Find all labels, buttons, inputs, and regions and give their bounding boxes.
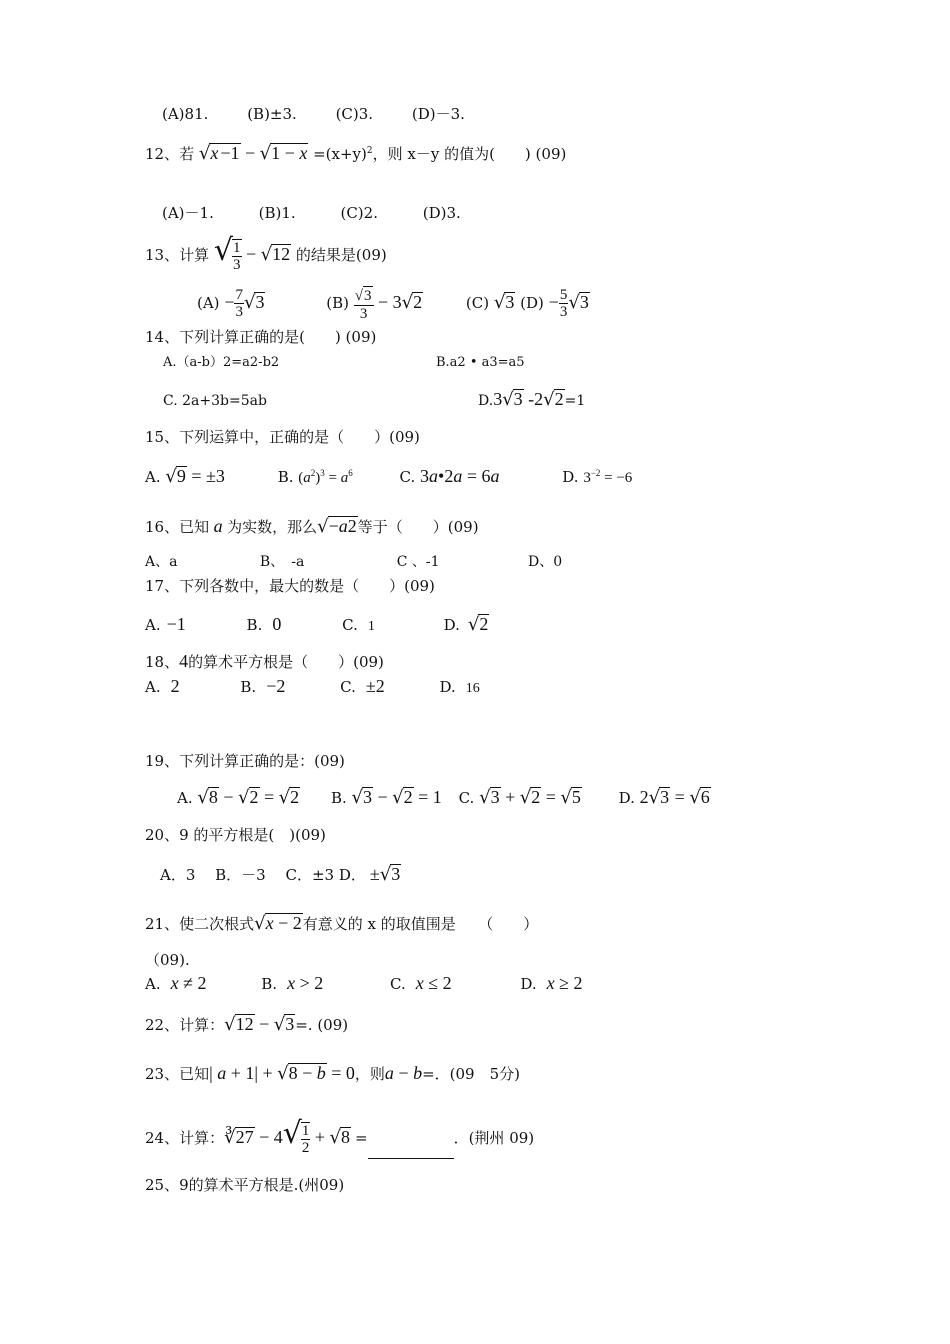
q17-options: [145, 614, 489, 637]
expr-sqrt12-minus-sqrt3: √12 − √3: [224, 1014, 295, 1035]
option-b: B.: [240, 678, 257, 696]
option-b-expr: √3 − √2 = 1: [351, 787, 442, 808]
option-c: C.: [399, 468, 416, 486]
stem-tail: 有意义的 x 的取值围是 （ ）: [302, 915, 539, 933]
option-b: (B)1.: [258, 204, 296, 222]
q12-options: [162, 203, 461, 223]
question-12: [145, 141, 566, 164]
stem-value: 4: [179, 651, 189, 671]
stem-mid: 为实数，那么: [227, 518, 318, 536]
option-c: (C)3.: [335, 105, 374, 123]
question-tail: ，则 x－y 的值为( ) (09): [372, 145, 567, 163]
option-a: (A)－1.: [162, 204, 214, 222]
var-a: a: [209, 516, 228, 536]
question-number: 12、若: [145, 145, 195, 163]
option-a: (A)81.: [162, 105, 209, 123]
option-d-value: √2: [467, 614, 489, 635]
option-d-expr: $3^{-2} = -6$: [583, 468, 633, 486]
option-d: D、0: [528, 554, 563, 570]
stem-pre: 18、: [145, 653, 180, 671]
question-25: 25、9的算术平方根是.(州09): [145, 1176, 345, 1194]
question-15-stem: 15、下列运算中，正确的是（ ）(09): [145, 428, 420, 446]
option-d-expr: x ≥ 2: [546, 973, 583, 993]
expr-sqrt-frac: √ $\frac{1}{3}$ − √12: [213, 233, 291, 273]
q16-options: [145, 552, 562, 572]
option-a: A.: [177, 789, 193, 807]
option-d: D.: [443, 616, 460, 634]
q14-option-a: A.（a-b）2=a2-b2: [163, 355, 280, 370]
option-c: (C): [465, 294, 490, 312]
option-c: (C)2.: [340, 204, 378, 222]
option-a: A.: [145, 975, 161, 993]
stem-mid: ，则: [354, 1065, 385, 1083]
option-c-expr: √3 + √2 = √5: [479, 787, 581, 808]
option-a-expr: √9 = ±3: [165, 466, 225, 487]
option-d-value: 16: [465, 681, 480, 696]
stem-pre: 24、计算：: [145, 1129, 225, 1147]
option-b: B.: [277, 468, 294, 486]
stem-pre: 16、已知: [145, 518, 210, 536]
option-d: D.: [618, 789, 635, 807]
option-d: (D)3.: [422, 204, 461, 222]
option-label: D.: [478, 393, 494, 409]
option-b-value: 0: [272, 614, 282, 634]
stem-pre: 22、计算：: [145, 1016, 225, 1034]
option-d: (D): [520, 294, 544, 312]
answer-blank: [368, 1144, 454, 1159]
option-a-expr: − $\frac{7}{3}$ √3: [224, 287, 265, 321]
expr-sqrt-diff: √x −1 − √1 − x: [198, 143, 308, 164]
q15-options: [145, 463, 632, 488]
option-c: C.: [458, 789, 475, 807]
expr-sqrt-neg-a2: √−a2: [317, 516, 357, 537]
option-c-expr: √3: [493, 292, 515, 313]
option-a-expr: x ≠ 2: [170, 973, 207, 993]
question-18: [145, 651, 384, 672]
q14-option-c: C. 2a+3b=5ab: [163, 393, 267, 409]
option-c-value: 1: [367, 619, 375, 634]
expr-a-minus-b: a − b: [384, 1063, 423, 1083]
stem-tail: 等于（ ）(09): [357, 518, 479, 536]
option-b-expr: $(a^2)^3 = a^6$: [298, 468, 353, 486]
option-c: C.: [342, 616, 358, 634]
option-b: B.: [261, 975, 278, 993]
q21-options: [145, 973, 583, 994]
option-c-value: ±2: [365, 676, 385, 696]
option-b-expr: x > 2: [287, 973, 324, 993]
question-tail: 的结果是(09): [295, 246, 387, 264]
q13-options: [197, 284, 590, 322]
option-d: D.: [562, 468, 579, 486]
option-b-value: −2: [266, 676, 286, 696]
option-a-value: 2: [170, 676, 180, 696]
option-d: (D)－3.: [411, 105, 465, 123]
expr-sqrt-x-2: √x − 2: [254, 913, 302, 934]
q19-options: [177, 787, 711, 808]
option-d-expr: ±√3: [369, 864, 401, 885]
question-14-stem: 14、下列计算正确的是( ) (09): [145, 328, 377, 346]
q18-options: [145, 676, 480, 699]
option-a-value: −1: [166, 614, 186, 634]
q21-line2: （09).: [145, 951, 190, 969]
option-a: (A): [197, 294, 220, 312]
question-23: [145, 1063, 520, 1084]
option-d-expr: 2√3 = √6: [639, 787, 710, 808]
stem-tail: 的算术平方根是（ ）(09): [188, 653, 384, 671]
option-b: B.: [330, 789, 347, 807]
option-c-expr: 3a•2a = 6a: [420, 466, 500, 486]
stem-pre: 23、已知: [145, 1065, 210, 1083]
option-b: B.: [246, 616, 263, 634]
stem-tail: =. (09): [295, 1016, 349, 1034]
option-a: A.: [145, 678, 161, 696]
stem-pre: 21、使二次根式: [145, 915, 255, 933]
expr-cbrt27: ∛27 − 4√ $\frac{1}{2}$ + √8: [224, 1116, 350, 1156]
question-17-stem: 17、下列各数中，最大的数是（ ）(09): [145, 577, 435, 595]
stem-tail: =．(09 5分): [422, 1065, 520, 1083]
stem-tail: ．(荆州 09): [453, 1129, 535, 1147]
option-a: A.: [145, 468, 161, 486]
question-16: [145, 516, 479, 537]
equals: =: [355, 1129, 368, 1147]
option-c: C.: [340, 678, 356, 696]
question-24: [145, 1113, 534, 1159]
q14-option-d: D.3√3 -2√2=1: [478, 389, 586, 410]
expr-abs-sqrt: | a + 1| + √8 − b = 0: [209, 1063, 355, 1084]
options-text: A．3 B．－3 C．±3 D．: [160, 866, 366, 884]
option-d-expr: − $\frac{5}{3}$ √3: [548, 287, 589, 321]
option-c: C 、-1: [396, 554, 440, 570]
option-a: A、a: [145, 554, 178, 570]
question-22: [145, 1014, 348, 1035]
question-mid: =(x+y): [313, 145, 367, 163]
q20-options: [160, 864, 401, 885]
option-c-expr: x ≤ 2: [415, 973, 452, 993]
option-a-expr: √8 − √2 = √2: [197, 787, 300, 808]
option-b-expr: $\frac{√3}{3}$ − 3√2: [354, 287, 423, 322]
option-b: (B): [326, 294, 349, 312]
question-number: 13、计算: [145, 246, 210, 264]
option-d: D.: [439, 678, 456, 696]
option-tail: =1: [564, 393, 586, 409]
q14-option-b: B.a2 • a3=a5: [436, 355, 525, 370]
option-d: D.: [520, 975, 537, 993]
option-b: B、 -a: [259, 554, 305, 570]
option-b: (B)±3.: [247, 105, 297, 123]
question-19-stem: 19、下列计算正确的是：(09): [145, 752, 345, 770]
question-13: [145, 232, 387, 274]
exponent: 2: [366, 146, 373, 156]
option-a: A.: [145, 616, 161, 634]
option-c: C.: [390, 975, 406, 993]
q11-options: [162, 104, 465, 124]
question-20-stem: 20、9 的平方根是( )(09): [145, 826, 326, 844]
question-21: [145, 913, 538, 934]
